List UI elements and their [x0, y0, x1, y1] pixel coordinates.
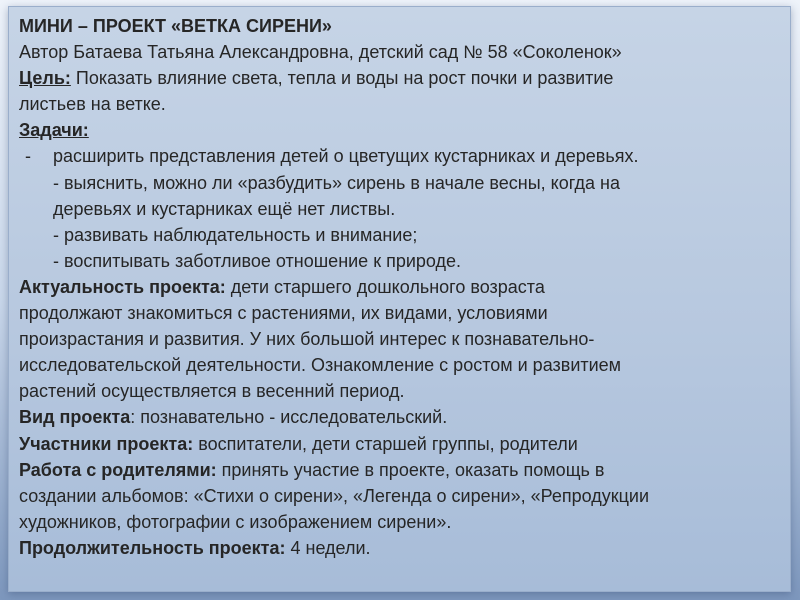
project-type-label: Вид проекта [19, 407, 131, 428]
slide-frame [8, 6, 791, 592]
parents-work-text-1: принять участие в проекте, оказать помощь в [216, 459, 605, 480]
relevance-line-1 [19, 274, 784, 300]
task-text-1: расширить представления детей о цветущих кустарниках и деревьях. [53, 146, 639, 167]
slide-content [19, 13, 784, 561]
task-item-1 [19, 143, 784, 169]
duration-text: 4 недели. [285, 537, 371, 558]
duration-line [19, 535, 784, 561]
task-item-2-cont: деревьях и кустарниках ещё нет листвы. [53, 198, 396, 219]
task-item-2: - выяснить, можно ли «разбудить» сирень в начале весны, когда на [53, 172, 620, 193]
project-type-line [19, 404, 784, 430]
goal-line-1 [19, 65, 784, 91]
goal-line-2: листьев на ветке. [19, 94, 166, 115]
task-bullet: - [25, 146, 31, 167]
task-item-3: - развивать наблюдательность и внимание; [53, 224, 418, 245]
relevance-line-4: исследовательской деятельности. Ознакомление с ростом и развитием [19, 355, 622, 376]
parents-work-line-2: создании альбомов: «Стихи о сирени», «Легенда о сирени», «Репродукции [19, 485, 650, 506]
project-type-text: : познавательно - исследовательский. [130, 407, 448, 428]
relevance-line-3: произрастания и развития. У них большой интерес к познавательно- [19, 329, 595, 350]
participants-text: воспитатели, дети старшей группы, родители [193, 433, 578, 454]
duration-label: Продолжительность проекта: [19, 537, 286, 558]
relevance-text-1: дети старшего дошкольного возраста [225, 276, 545, 297]
project-title: МИНИ – ПРОЕКТ «ВЕТКА СИРЕНИ» [19, 16, 332, 36]
parents-work-label: Работа с родителями: [19, 459, 217, 480]
goal-text-1: Показать влияние света, тепла и воды на рост почки и развитие [70, 68, 614, 89]
participants-line [19, 431, 784, 457]
parents-work-line-1 [19, 457, 784, 483]
tasks-label: Задачи: [19, 120, 89, 141]
participants-label: Участники проекта: [19, 433, 194, 454]
parents-work-line-3: художников, фотографии с изображением сирени». [19, 511, 452, 532]
goal-label: Цель: [19, 68, 71, 89]
relevance-label: Актуальность проекта: [19, 276, 226, 297]
relevance-line-2: продолжают знакомиться с растениями, их видами, условиями [19, 303, 548, 324]
relevance-line-5: растений осуществляется в весенний период. [19, 381, 405, 402]
task-item-4: - воспитывать заботливое отношение к природе. [53, 250, 462, 271]
author-line: Автор Батаева Татьяна Александровна, детский сад № 58 «Соколенок» [19, 42, 622, 63]
